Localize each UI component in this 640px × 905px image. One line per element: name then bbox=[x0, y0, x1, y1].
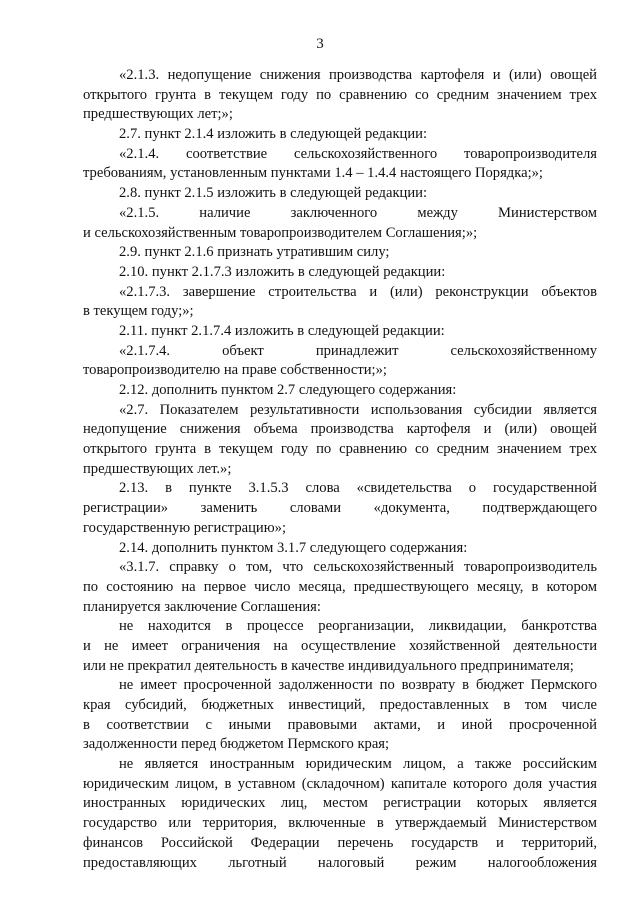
text-line: не является иностранным юридическим лицом, а также российским bbox=[119, 756, 597, 773]
text-line: 2.12. дополнить пунктом 2.7 следующего содержания: bbox=[119, 382, 457, 398]
text-line: 2.7. пункт 2.1.4 изложить в следующей редакции: bbox=[119, 126, 428, 143]
text-line: «2.1.4. соответствие сельскохозяйственного товаропроизводителя bbox=[119, 145, 597, 162]
text-line: предоставляющих льготный налоговый режим налогообложения bbox=[83, 854, 597, 871]
text-line: 2.14. дополнить пунктом 3.1.7 следующего содержания: bbox=[119, 539, 468, 556]
text-line: планируется заключение Соглашения: bbox=[83, 598, 321, 615]
text-line: не находится в процессе реорганизации, ликвидации, банкротства bbox=[119, 618, 597, 635]
text-line: «2.1.5. наличие заключенного между Министерством bbox=[119, 204, 597, 221]
text-line: в текущем году;»; bbox=[83, 303, 194, 320]
text-line: недопущение снижения объема производства картофеля и (или) овощей bbox=[83, 421, 597, 438]
text-line: «3.1.7. справку о том, что сельскохозяйственный товаропроизводитель bbox=[119, 559, 597, 576]
text-line: товаропроизводителю на праве собственности;»; bbox=[83, 362, 387, 379]
text-line: открытого грунта в текущем году по сравнению со средним значением трех bbox=[83, 441, 597, 458]
text-line: 2.9. пункт 2.1.6 признать утратившим силу; bbox=[119, 244, 390, 261]
text-line: «2.7. Показателем результативности использования субсидии является bbox=[119, 401, 597, 418]
text-line: предшествующих лет;»; bbox=[83, 106, 233, 123]
text-line: государство или территория, включенные в утверждаемый Министерством bbox=[83, 815, 597, 832]
text-line: финансов Российской Федерации перечень государств и территорий, bbox=[83, 834, 597, 851]
text-line: и сельскохозяйственным товаропроизводителем Соглашения;»; bbox=[83, 224, 478, 241]
text-line: края субсидий, бюджетных инвестиций, предоставленных в том числе bbox=[83, 697, 597, 713]
page-number: 3 bbox=[316, 36, 324, 52]
text-line: юридическим лицом, в уставном (складочном) капитале которого доля участия bbox=[83, 775, 597, 792]
text-line: задолженности перед бюджетом Пермского края; bbox=[83, 736, 390, 753]
text-line: регистрации» заменить словами «документа, подтверждающего bbox=[83, 500, 597, 517]
document-body bbox=[83, 66, 597, 873]
text-line: 2.13. в пункте 3.1.5.3 слова «свидетельства о государственной bbox=[119, 480, 597, 497]
text-line: иностранных юридических лиц, местом регистрации которых является bbox=[83, 795, 597, 812]
text-line: 2.11. пункт 2.1.7.4 изложить в следующей редакции: bbox=[119, 322, 445, 339]
text-line: предшествующих лет.»; bbox=[83, 460, 232, 477]
text-line: по состоянию на первое число месяца, предшествующего месяцу, в котором bbox=[83, 578, 597, 595]
text-line: «2.1.7.4. объект принадлежит сельскохозяйственному bbox=[119, 342, 597, 359]
text-line: 2.8. пункт 2.1.5 изложить в следующей редакции: bbox=[119, 185, 428, 202]
text-line: 2.10. пункт 2.1.7.3 изложить в следующей редакции: bbox=[119, 263, 446, 280]
text-line: требованиям, установленным пунктами 1.4 – 1.4.4 настоящего Порядка;»; bbox=[83, 165, 543, 182]
text-line: «2.1.3. недопущение снижения производства картофеля и (или) овощей bbox=[119, 67, 597, 83]
text-line: государственную регистрацию»; bbox=[83, 519, 287, 536]
text-line: «2.1.7.3. завершение строительства и (или) реконструкции объектов bbox=[119, 283, 597, 300]
text-line: или не прекратил деятельность в качестве индивидуального предпринимателя; bbox=[83, 657, 574, 674]
text-line: в соответствии с иными правовыми актами, и иной просроченной bbox=[83, 716, 597, 733]
text-line: не имеет просроченной задолженности по возврату в бюджет Пермского bbox=[119, 677, 597, 694]
text-line: открытого грунта в текущем году по сравнению со средним значением трех bbox=[83, 86, 597, 103]
text-line: и не имеет ограничения на осуществление хозяйственной деятельности bbox=[83, 637, 597, 654]
